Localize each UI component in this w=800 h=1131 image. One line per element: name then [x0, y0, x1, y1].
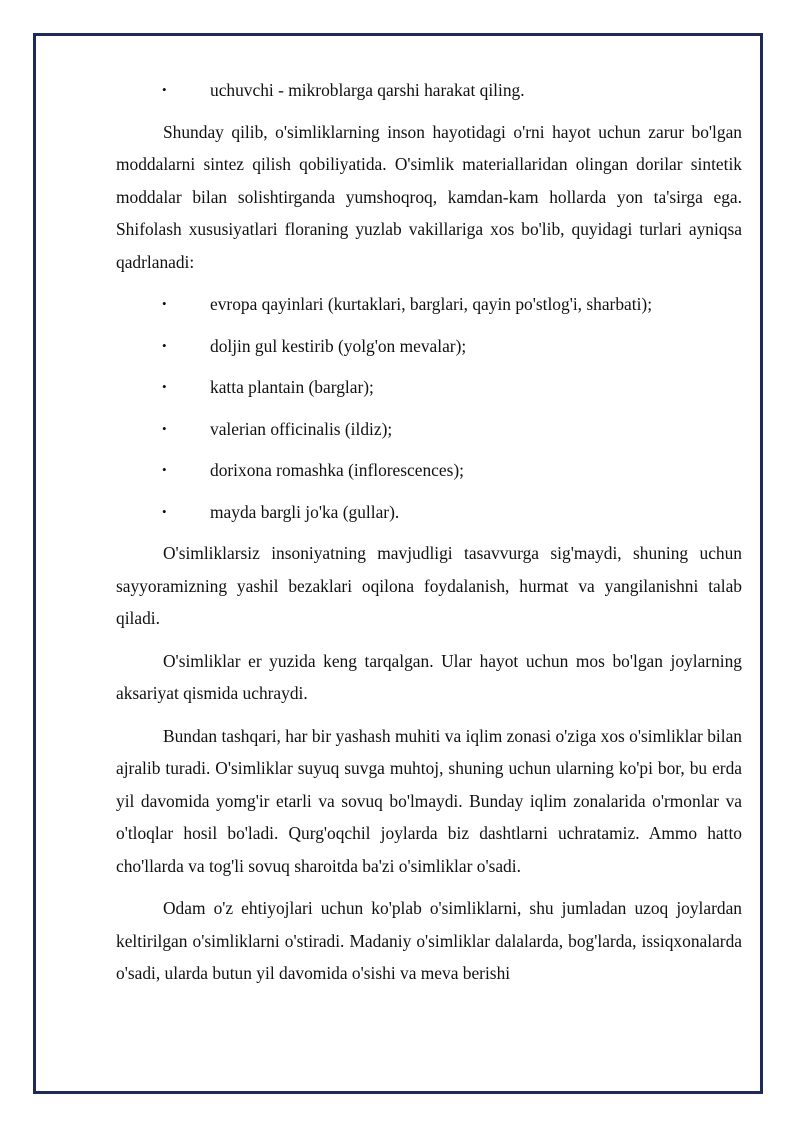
bullet-icon: •	[162, 462, 167, 477]
paragraph: O'simliklar er yuzida keng tarqalgan. Ular hayot uchun mos bo'lgan joylarning aksariyat qismida uchraydi.	[116, 650, 742, 703]
list-item	[116, 496, 742, 529]
list-item-text: dorixona romashka (inflorescences);	[210, 460, 464, 480]
bullet-icon: •	[162, 337, 167, 353]
document-body	[116, 74, 742, 1000]
bullet-icon: •	[162, 379, 167, 394]
paragraph: Bundan tashqari, har bir yashash muhiti va iqlim zonasi o'ziga xos o'simliklar bilan ajralib turadi. O'simliklar suyuq suvga muhtoj, shuning uchun ularning ko'pi bor, bu erda yil davomida yomg'ir etarli va sovuq bo'lmaydi. Bunday iqlim zonalarida o'rmonlar va o'tloqlar hosil bo'ladi. Qurg'oqchil joylarda biz dashtlarni uchratamiz. Ammo hatto cho'llarda va tog'li sovuq sharoitda ba'zi o'simliklar o'sadi.	[116, 725, 742, 876]
list-item	[116, 454, 742, 487]
bullet-icon: •	[162, 82, 167, 97]
list-item	[116, 413, 742, 446]
bullet-icon: •	[162, 296, 167, 311]
bullet-icon: •	[162, 420, 167, 436]
list-item	[116, 74, 742, 107]
list-item	[116, 330, 742, 363]
list-item-text: uchuvchi - mikroblarga qarshi harakat qiling.	[210, 80, 525, 100]
paragraph: Shunday qilib, o'simliklarning inson hayotidagi o'rni hayot uchun zarur bo'lgan moddalarni sintez qilish qobiliyatida. O'simlik materiallaridan olingan dorilar sintetik moddalar bilan solishtirganda yumshoqroq, kamdan-kam hollarda yon ta'sirga ega. Shifolash xususiyatlari floraning yuzlab vakillariga xos bo'lib, quyidagi turlari ayniqsa qadrlanadi:	[116, 121, 742, 272]
list-item-text: doljin gul kestirib (yolg'on mevalar);	[210, 335, 467, 356]
plant-list	[116, 288, 742, 528]
list-item	[116, 371, 742, 404]
paragraph: O'simliklarsiz insoniyatning mavjudligi tasavvurga sig'maydi, shuning uchun sayyoramizning yashil bezaklari oqilona foydalanish, hurmat va yangilanishni talab qiladi.	[116, 543, 742, 628]
bullet-icon: •	[162, 503, 167, 519]
paragraph: Odam o'z ehtiyojlari uchun ko'plab o'simliklarni, shu jumladan uzoq joylardan keltirilgan o'simliklarni o'stiradi. Madaniy o'simliklar dalalarda, bog'larda, issiqxonalarda o'sadi, ularda butun yil davomida o'sishi va meva berishi	[116, 898, 742, 983]
list-item	[116, 288, 742, 321]
list-item-text: mayda bargli jo'ka (gullar).	[210, 501, 400, 522]
list-item-text: katta plantain (barglar);	[210, 377, 374, 397]
list-item-text: evropa qayinlari (kurtaklari, barglari, qayin po'stlog'i, sharbati);	[210, 294, 653, 314]
list-item-text: valerian officinalis (ildiz);	[210, 418, 393, 439]
